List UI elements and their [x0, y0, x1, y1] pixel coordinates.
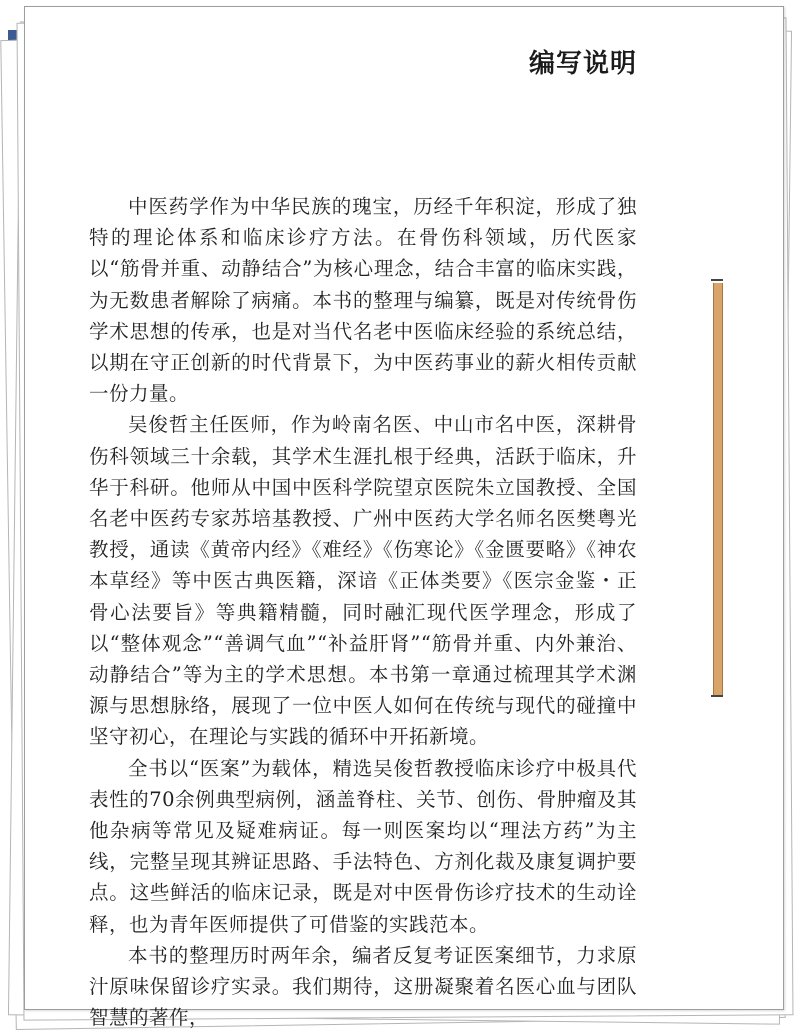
- paragraph-4: 本书的整理历时两年余，编者反复考证医案细节，力求原汁原味保留诊疗实录。我们期待，这册凝聚着名医心血与团队智慧的著作，: [89, 943, 637, 1030]
- book-page: [24, 6, 784, 1030]
- paragraph-1: 中医药学作为中华民族的瑰宝，历经千年积淀，形成了独特的理论体系和临床诊疗方法。在骨伤科领域，历代医家以“筋骨并重、动静结合”为核心理念，结合丰富的临床实践，为无数患者解除了病痛。本书的整理与编纂，既是对传统骨伤学术思想的传承，也是对当代名老中医临床经验的系统总结，以期在守正创新的时代背景下，为中医药事业的薪火相传贡献一份力量。: [89, 195, 637, 406]
- margin-thumb-tab: [713, 283, 723, 695]
- margin-tab-top-mark: [711, 279, 723, 281]
- paragraph-2: 吴俊哲主任医师，作为岭南名医、中山市名中医，深耕骨伤科领域三十余载，其学术生涯扎根于经典，活跃于临床，升华于科研。他师从中国中医科学院望京医院朱立国教授、全国名老中医药专家苏培基教授、广州中医药大学名师名医樊粤光教授，通读《黄帝内经》《难经》《伤寒论》《金匮要略》《神农本草经》等中医古典医籍，深谙《正体类要》《医宗金鉴・正骨心法要旨》等典籍精髓，同时融汇现代医学理念，形成了以“整体观念”“善调气血”“补益肝肾”“筋骨并重、内外兼治、动静结合”等为主的学术思想。本书第一章通过梳理其学术渊源与思想脉络，展现了一位中医人如何在传统与现代的碰撞中坚守初心，在理论与实践的循环中开拓新境。: [89, 413, 637, 749]
- paragraph-3: 全书以“医案”为载体，精选吴俊哲教授临床诊疗中极具代表性的70余例典型病例，涵盖脊柱、关节、创伤、骨肿瘤及其他杂病等常见及疑难病证。每一则医案均以“理法方药”为主线，完整呈现其辨证思路、手法特色、方剂化裁及康复调护要点。这些鲜活的临床记录，既是对中医骨伤诊疗技术的生动诠释，也为青年医师提供了可借鉴的实践范本。: [89, 756, 637, 936]
- margin-tab-bottom-mark: [711, 695, 723, 697]
- body-text: [89, 191, 637, 1033]
- section-title: 编写说明: [528, 49, 637, 79]
